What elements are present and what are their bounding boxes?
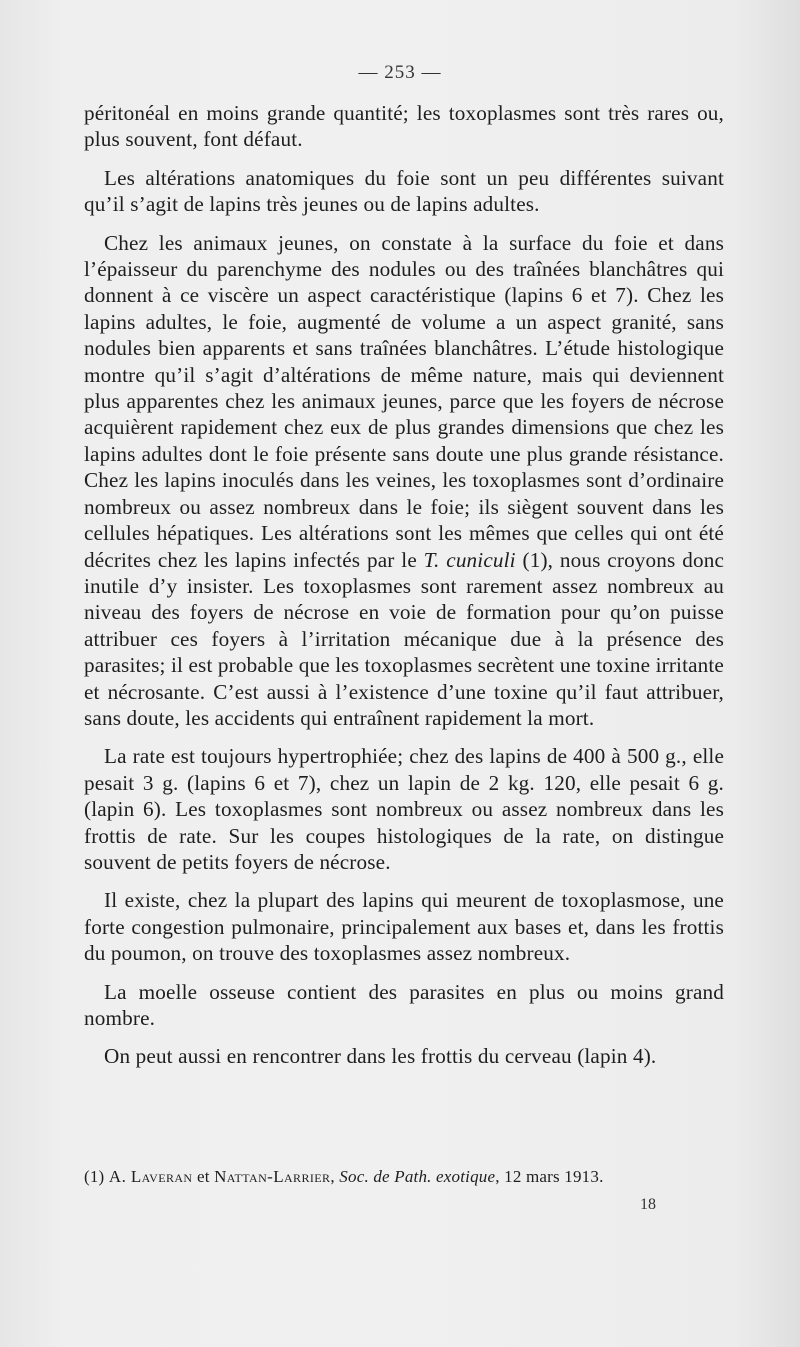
footnote-author-1: A. Laveran: [108, 1167, 193, 1186]
paragraph-3-tail: (1), nous croyons donc inutile d’y insister. Les toxoplasmes sont rarement assez nombreux au niveau des foyers de nécrose en voie de formation pour qu’on puisse attribuer ces foyers à l’irritation mécanique due à la présence des parasites; il est probable que les toxoplasmes secrètent une toxine irritante et nécrosante. C’est aussi à l’existence d’une toxine qu’il faut attribuer, sans doute, les accidents qui entraînent rapidement la mort.: [84, 547, 725, 730]
footnote-date: , 12 mars 1913.: [495, 1167, 604, 1186]
signature-mark: 18: [640, 1196, 656, 1213]
footnote-author-2: Nattan-Larrier: [214, 1167, 331, 1186]
paragraph-5: Il existe, chez la plupart des lapins qui meurent de toxoplasmose, une forte congestion pulmonaire, principalement aux bases et, dans les frottis du poumon, on trouve des toxoplasmes assez nombreux.: [84, 888, 724, 966]
footnote-conjunction: et: [192, 1167, 215, 1186]
species-name: T. cuniculi: [423, 547, 516, 572]
paragraph-4: La rate est toujours hypertrophiée; chez des lapins de 400 à 500 g., elle pesait 3 g. (lapins 6 et 7), chez un lapin de 2 kg. 120, elle pesait 6 g. (lapin 6). Les toxoplasmes sont nombreux ou assez nombreux dans les frottis de rate. Sur les coupes histologiques de la rate, on distingue souvent de petits foyers de nécrose.: [84, 744, 724, 874]
paragraph-1: péritonéal en moins grande quantité; les toxoplasmes sont très rares ou, plus souvent, font défaut.: [84, 101, 724, 152]
paragraph-3: [84, 230, 724, 732]
page-number: — 253 —: [358, 62, 442, 83]
footnote: (1) A. Laveran et Nattan-Larrier, Soc. de Path. exotique, 12 mars 1913.: [84, 1167, 604, 1186]
paragraph-2: Les altérations anatomiques du foie sont un peu différentes suivant qu’il s’agit de lapins très jeunes ou de lapins adultes.: [84, 165, 724, 217]
footnote-journal: Soc. de Path. exotique: [339, 1167, 496, 1186]
paragraph-7: On peut aussi en rencontrer dans les frottis du cerveau (lapin 4).: [104, 1044, 657, 1069]
footnote-marker: (1): [84, 1167, 105, 1186]
body-text: [84, 100, 724, 1070]
paragraph-3-text: Chez les animaux jeunes, on constate à la surface du foie et dans l’épaisseur du parenchyme des nodules ou des traînées blanchâtres qui donnent à ce viscère un aspect caractéristique (lapins 6 et 7). Chez les lapins adultes, le foie, augmenté de volume a un aspect granité, sans nodules bien apparents et sans traînées blanchâtres. L’étude histologique montre qu’il s’agit d’altérations de même nature, mais qui deviennent plus apparentes chez les animaux jeunes, parce que les foyers de nécrose acquièrent rapidement chez eux de plus grandes dimensions que chez les lapins adultes dont le foie présente sans doute une plus grande résistance. Chez les lapins inoculés dans les veines, les toxoplasmes sont d’ordinaire nombreux ou assez nombreux dans le foie; ils siègent souvent dans les cellules hépatiques. Les altérations sont les mêmes que celles qui ont été décrites chez les lapins infectés par le: [84, 230, 724, 572]
paragraph-6: La moelle osseuse contient des parasites en plus ou moins grand nombre.: [84, 979, 724, 1030]
